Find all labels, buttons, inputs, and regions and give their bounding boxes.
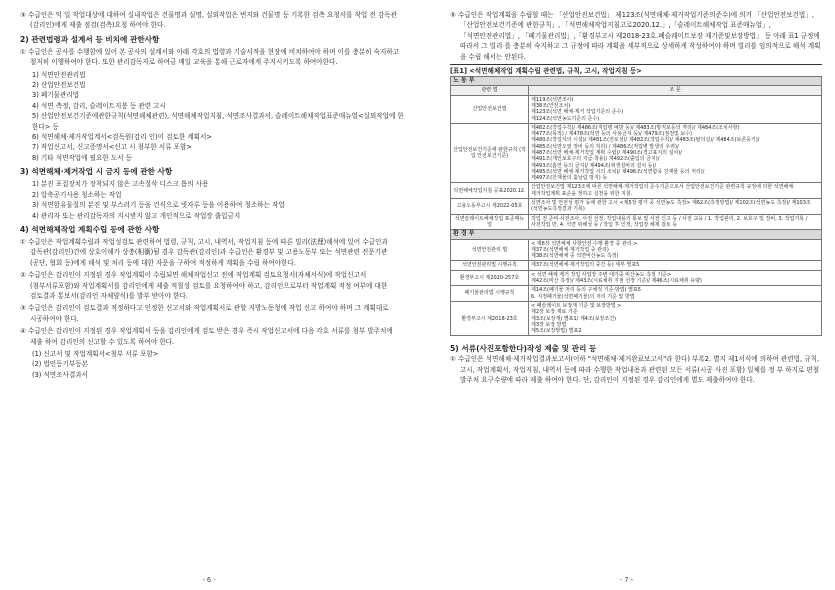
section-heading: 2) 관련법령과 설계서 등 비치에 관한사항: [20, 34, 160, 44]
terms-cell: [529, 261, 822, 270]
list-item: (3) 석면조사결과서: [32, 370, 89, 379]
table-row: [451, 199, 822, 215]
term-line: 제497조(잔재물의 흩날림 방지) 등: [531, 175, 608, 182]
law-cell: 석면안전관리법 시행규칙: [451, 261, 529, 270]
table-row: [451, 301, 822, 335]
section-paragraph: ④ 수급인은 감리인이 지정된 경우 작업계획서 등을 감리인에게 검토 받은 경우 즉시 작업신고서에 다음 각호 서류를 첨부 발주처에 제출 하여 감리인의 신고할 수 있도록 하여야 한다.: [20, 327, 393, 346]
law-cell: 석면해체작업지침 공표2020.12.: [451, 183, 529, 199]
regulation-table: [450, 76, 822, 336]
term-line: 제42조(비산 측정)/ 제43조(시료채취 지점 선정 기준)/ 제46조(시료채취 유량): [531, 278, 702, 285]
term-line: < 제6장 석면해체 사항안전 수행 환경 중 관리 >: [531, 240, 638, 247]
list-item: (1) 신고서 및 작업계획서<첨부 서류 포함>: [32, 349, 159, 358]
table-section-row: [451, 230, 822, 239]
left-page-content: [20, 10, 404, 380]
terms-cell: [529, 123, 822, 183]
table-row: [451, 95, 822, 123]
table-row: [451, 239, 822, 261]
section-paragraph: ② 수급인은 감리인이 지정된 경우 작업계획이 수립되면 해체작업신고 전에 작업계획 검토요청서(자체서식)에 작업신고서(첨부서류포함)와 작업계획서를 감리인에게 제출 적철성 검토를 요청하여야 하고, 감리인으로부터 작업계획 적정 여부에 대한 검토결과 통보서(감리인 자체양식)를 발부 받아야 한다.: [20, 271, 388, 300]
section-paragraph: ① 수급인은 석면해체·제거작업결과보고서(이하 "석면해체·제거완료보고서"라 한다) 부록2. 별지 제1서식에 의하여 관련법, 규칙, 고시, 작업계획서, 작업지침, 내역서 등에 따라 수행한 작업내용과 관련된 모든 서류(시공 사진 포함) 일체를 정 부 하지로 편철 발주처 요구수량에 따라 제출 하여야 한다. 단, 감리인이 지정된 경우 감리인에게 별도 제출하여야 한다.: [450, 355, 820, 385]
term-line: 산업안전보건법 제123조에 따른 석면해체·제거작업의 준수기준으로서 산업안전보건기준 관련규칙 규정에 의한 석면해체·제거작업계획 표준을 정하고 실천을 위한 지침.: [531, 184, 795, 197]
section-paragraph: ③ 수급인은 감리인이 검토결과 적정하다고 인정한 신고서와 작업계획서로 관할 지방노동청에 작업 신고 하여야 하며 그 계획대로 시공하여야 한다.: [20, 304, 389, 323]
term-line: < 폐슬레이트 보장재 기준 및 보장방법 >: [531, 302, 622, 309]
section-heading: 4) 석면해체작업 계획수립 등에 관한 사항: [20, 224, 160, 234]
list-item: 4) 석면 측정, 감리, 슬레이트지붕 등 관련 고시: [32, 101, 166, 110]
list-item: 8) 기타 석면작업에 필요한 도서 등: [32, 153, 133, 162]
list-item: (2) 법인등기부등본: [32, 360, 89, 369]
term-line: 제37조(석면해체·제거작업 중 관리): [531, 246, 609, 253]
list-item: 2) 산업안전보건법: [32, 81, 86, 90]
term-line: 석면조사 및 안전성 평가 등에 관한 고시 <제5장 평가 중 석면농도 측정> 제62조(측정방법)/ 제102조(석면농도 측정)/ 제103조(석면농도측정결과 기록): [531, 200, 811, 213]
law-cell: 석면안전관리 법: [451, 239, 529, 261]
terms-cell: [529, 301, 822, 335]
table-row: [451, 286, 822, 302]
list-item: 5) 산업안전보건기준에관한규칙(석면해체관련), 석면해체작업지침, 석면조사결과서, 슬레이트해체작업표준매뉴얼<실외작업에 한한다> 등: [32, 112, 404, 131]
terms-cell: [529, 214, 822, 230]
term-line: 제493조(흡연 등의 금지)/ 제494조(위생설비의 설치 등)/: [531, 162, 657, 169]
term-line: 제14조(폐기물 처리 등의 구체적 기준·방법) 별표5: [531, 287, 641, 294]
table-row: [451, 123, 822, 183]
term-line: 제38조(안전조치): [531, 102, 571, 109]
term-line: 제477조(목적) / 제478조(석면 등의 사용금지 등)/ 제479조(점검및 보수): [531, 131, 693, 138]
table-section-label: 노 동 부: [451, 77, 822, 86]
term-line: 제38조(석면해체 중 석면비산농도 측정): [531, 253, 619, 260]
page-number: - 7 -: [619, 576, 634, 584]
page-number: - 6 -: [202, 576, 216, 584]
terms-cell: [529, 286, 822, 302]
list-item: 4) 관리자 또는 관리감독자의 지시받지 않고 개인적으로 작업장 출입금지: [32, 211, 241, 220]
list-item: 3) 폐기물관리법: [32, 91, 80, 100]
section-heading: 3) 석면해체·제거작업 시 금지 등에 관한 사항: [20, 167, 173, 177]
terms-cell: [529, 270, 822, 286]
term-line: 제487조(석면 해체·제거작업 계획 수립)/ 제490조(경고표지의 설치)/: [531, 150, 682, 156]
term-line: < 석면 해체 제거 작업 사업장 주변 대기중 비산농도 측정 기준>: [531, 271, 672, 278]
term-line: 제485조(석면오염 장비 등의 처리) / 제486조(직업병 발생의 우려)/: [531, 143, 679, 150]
table-row: [451, 270, 822, 286]
table-section-label: 환 경 부: [451, 230, 822, 239]
term-line: 제119조(석면조사): [531, 96, 574, 103]
column-header-law: 관련 법: [451, 86, 529, 95]
term-line: 제5조(보장방법) 별표2: [531, 328, 582, 335]
intro-paragraph: ⑤ 수급인은 작업계획을 수립할 때는 「산업안전보건법」 제123조(석면해체·제거작업기준의준수)에 의거 「산업안전보건법」, 「산업안전보건기준에 관한규칙」, 「석면해체작업지침고로2020.12.」,「슬레이트해체작업 표준매뉴얼」,「석면안전관리법」, 「폐기물관리법」,「환경부고시 제2018-23호.폐슬레이트보장 재기준및보장방법」 등 아래 표1 규정에 따라서 그 빌리 를 충분히 숙지하고 그 규정에 따라 계획을 세부적으로 상세하게 작성하여야 하며 빌리를 임의적으로 해석 계획 을 수립 해서는 안된다.: [450, 11, 821, 61]
law-cell: 석면슬레이트해체작업 표준매뉴얼: [451, 214, 529, 230]
law-cell: 고용노동부고시 제2022-05호: [451, 199, 529, 215]
law-cell: 산업안전보건기준에 관한규칙 (작업 안전보건기준): [451, 123, 529, 183]
list-item: 7) 작업신고서, 신고증명서<신고 시 첨부한 서류 포함>: [32, 143, 192, 152]
term-line: 제37조(석면해체·제거작업의 중간 등) 세부 별표5: [531, 262, 640, 269]
list-item: 1) 분진 포집장치가 장착되지 않은 고속절삭 디스크 톱의 사용: [32, 180, 209, 189]
section-heading: 5) 서류(사진포함한다)작성 제출 및 관리 등: [450, 344, 597, 354]
terms-cell: [529, 95, 822, 123]
list-item: 2) 압축공기사용 청소하는 작업: [32, 190, 122, 199]
terms-cell: [529, 239, 822, 261]
section-paragraph: ① 수급인은 공사를 수행함에 있어 본 공사의 설계서와 아래 각호의 법령과 기술서적을 현장에 비치하여야 하며 이를 충분히 숙지하고 철저히 이행하여야 한다. 또한 관리감독자로 하여금 매일 교육을 통해 근로자에게 주지시키도록 하여야한다.: [20, 47, 400, 67]
column-header-terms: 조 문: [529, 86, 822, 95]
law-cell: 폐기물관리법 시행규칙: [451, 286, 529, 302]
section-paragraph: ① 수급인은 작업계획수립과 작업성검토 관련하여 법령, 규칙, 고시, 내역서, 작업지침 등에 따른 빌리(法理)해석에 있어 수급인과 감독관(감리인)간에 상호이해가 상충(相衝)될 경우 감독관(감리인)과 수급인은 환경부 및 고용노동부 또는 석면관련 전문기관(공단, 협회 등)에게 해석 및 처리 등에 대한 자문을 구하여 적정하게 계획을 수립 하여야한다.: [20, 237, 388, 267]
term-line: 제480조(작업자의 시설)/ 제481조(전로성)/ 제482조(작업수칙)/ 제483조(탈의실)/ 제484조(보존등기)/: [531, 137, 760, 144]
term-line: 6. 지정폐기물(석면폐기물)의 처리 기준 및 방법: [531, 293, 635, 300]
term-line: 제482조(작업수칙)/ 제486조(직업병 예방 등)/ 제483조(방직포등의 격리)/ 제484조(조치사항): [531, 124, 740, 131]
term-line: 제123조(석면 해체·제거 작업기준의 준수): [531, 109, 624, 116]
term-line: 제495조(석면 해체·제거작업 시의 조치)/ 제496조(석면함유 잔재물 등의 처리)/: [531, 168, 705, 175]
table-header-row: [451, 86, 822, 95]
terms-cell: [529, 183, 822, 199]
term-line: 제491조(개인보호구의 지급·착용)/ 제492조(출입의 금지)/: [531, 156, 660, 163]
list-item: 3) 석면함유물질의 분진 및 부스러기 등을 건식으로 빗자루 등을 이용하여 청소하는 작업: [32, 201, 285, 210]
intro-paragraph: ③ 수급인은 익 일 작업대상에 대하여 실내작업은 건물명과 실명, 실외작업은 번지와 건물명 등 기록한 검측 요청서를 작업 전 감독관(감리인)에게 제출 점검(검측)요청 하여야 한다.: [20, 11, 397, 30]
law-cell: 산업안전보건법: [451, 95, 529, 123]
table-row: [451, 261, 822, 270]
list-item: 6) 석면해체·제거작업계서<검독원(감리 인)이 검토한 계획서>: [32, 133, 212, 142]
table-row: [451, 183, 822, 199]
law-cell: 환경부고시 제2020-257호: [451, 270, 529, 286]
right-page: [418, 0, 835, 590]
term-line: 제2장 보장 재료 기준: [531, 309, 578, 316]
list-item: 1) 석면안전관리법: [32, 70, 86, 79]
law-cell: 환경부고시 제2018-23호: [451, 301, 529, 335]
term-line: 제3조(보장재) 별표1/ 제4조(보장조건): [531, 315, 617, 322]
table-section-row: [451, 77, 822, 86]
term-line: 작업 전 준비·사전조사, 사전 선정, 작업내용의 통보 및 사전 신고 등 / 사전 교육 / 1. 작업관리, 2. 보호구 및 장비, 3. 작업기록 / 사전작업 반, 4. 석면 위해성 등 / 작업 후 인정, 작업장 해제 검토 등: [531, 215, 808, 228]
terms-cell: [529, 199, 822, 215]
table-row: [451, 214, 822, 230]
term-line: 제124조(석면농도기준의 준수): [531, 115, 600, 122]
term-line: 제3장 보장 방법: [531, 321, 567, 328]
table-title: [표1] <석면해체작업 계획수립 관련법, 규칙, 고시, 작업지침 등>: [450, 64, 822, 76]
right-page-content: [450, 10, 822, 388]
